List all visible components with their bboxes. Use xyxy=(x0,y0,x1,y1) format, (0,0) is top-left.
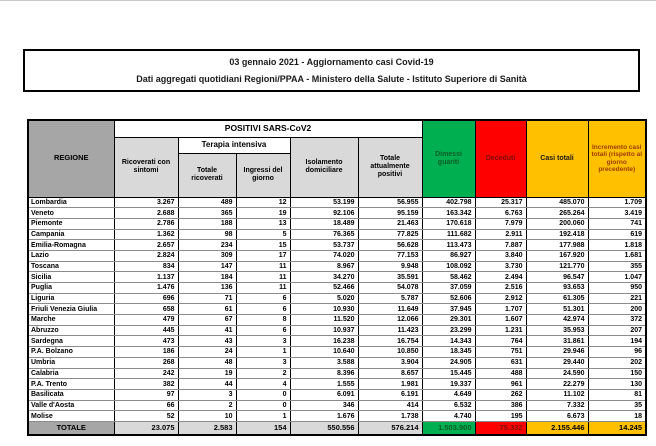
value-cell: 1 xyxy=(236,411,290,422)
value-cell: 163.342 xyxy=(422,208,475,219)
region-cell: Sicilia xyxy=(28,272,114,283)
value-cell: 402.798 xyxy=(422,197,475,208)
value-cell: 5.020 xyxy=(290,293,358,304)
totale-value: 576.214 xyxy=(358,421,422,435)
region-cell: Umbria xyxy=(28,357,114,368)
value-cell: 202 xyxy=(588,357,646,368)
value-cell: 355 xyxy=(588,261,646,272)
header-terapia-intensiva: Terapia intensiva xyxy=(178,137,290,153)
totale-value: 2.583 xyxy=(178,421,236,435)
table-row xyxy=(28,389,646,400)
value-cell: 834 xyxy=(114,261,178,272)
value-cell: 14.343 xyxy=(422,336,475,347)
value-cell: 4.740 xyxy=(422,411,475,422)
region-cell: Friuli Venezia Giulia xyxy=(28,304,114,315)
region-cell: Marche xyxy=(28,315,114,326)
value-cell: 19 xyxy=(236,208,290,219)
table-row xyxy=(28,368,646,379)
value-cell: 961 xyxy=(475,379,526,390)
region-cell: Calabria xyxy=(28,368,114,379)
value-cell: 53.199 xyxy=(290,197,358,208)
value-cell: 696 xyxy=(114,293,178,304)
covid-region-table-wrap xyxy=(27,119,647,436)
value-cell: 2.494 xyxy=(475,272,526,283)
covid-region-table xyxy=(27,119,647,436)
value-cell: 2.912 xyxy=(475,293,526,304)
region-cell: Liguria xyxy=(28,293,114,304)
value-cell: 658 xyxy=(114,304,178,315)
value-cell: 3.419 xyxy=(588,208,646,219)
value-cell: 221 xyxy=(588,293,646,304)
value-cell: 29.301 xyxy=(422,315,475,326)
header-positivi-group: POSITIVI SARS-CoV2 xyxy=(114,120,422,137)
value-cell: 445 xyxy=(114,325,178,336)
value-cell: 950 xyxy=(588,283,646,294)
table-row xyxy=(28,208,646,219)
value-cell: 136 xyxy=(178,283,236,294)
totale-incremento: 14.245 xyxy=(588,421,646,435)
value-cell: 346 xyxy=(290,400,358,411)
value-cell: 6.191 xyxy=(358,389,422,400)
value-cell: 8.657 xyxy=(358,368,422,379)
region-cell: P.A. Trento xyxy=(28,379,114,390)
bulletin-source-subtitle: Dati aggregati quotidiani Regioni/PPAA - Ministero della Salute - Istituto Superiore di Sanità xyxy=(136,73,527,84)
header-totale-attualmente-positivi: Totale attualmente positivi xyxy=(358,137,422,197)
value-cell: 3 xyxy=(236,357,290,368)
totale-row xyxy=(28,421,646,435)
value-cell: 108.092 xyxy=(422,261,475,272)
value-cell: 309 xyxy=(178,250,236,261)
table-row xyxy=(28,240,646,251)
value-cell: 6.532 xyxy=(422,400,475,411)
value-cell: 12.066 xyxy=(358,315,422,326)
value-cell: 414 xyxy=(358,400,422,411)
table-row xyxy=(28,293,646,304)
value-cell: 54.078 xyxy=(358,283,422,294)
region-cell: Abruzzo xyxy=(28,325,114,336)
value-cell: 619 xyxy=(588,229,646,240)
header-ingressi-del-giorno: Ingressi del giorno xyxy=(236,153,290,197)
region-cell: Emilia-Romagna xyxy=(28,240,114,251)
value-cell: 2.516 xyxy=(475,283,526,294)
region-cell: Campania xyxy=(28,229,114,240)
value-cell: 61 xyxy=(178,304,236,315)
value-cell: 192.418 xyxy=(526,229,588,240)
table-row xyxy=(28,357,646,368)
value-cell: 76.365 xyxy=(290,229,358,240)
value-cell: 3 xyxy=(236,336,290,347)
value-cell: 15 xyxy=(236,240,290,251)
value-cell: 8.396 xyxy=(290,368,358,379)
region-cell: Valle d'Aosta xyxy=(28,400,114,411)
table-row xyxy=(28,325,646,336)
value-cell: 1.137 xyxy=(114,272,178,283)
table-row xyxy=(28,379,646,390)
value-cell: 56.955 xyxy=(358,197,422,208)
value-cell: 11 xyxy=(236,272,290,283)
value-cell: 16.754 xyxy=(358,336,422,347)
value-cell: 24.590 xyxy=(526,368,588,379)
value-cell: 6 xyxy=(236,293,290,304)
value-cell: 1 xyxy=(236,347,290,358)
value-cell: 111.682 xyxy=(422,229,475,240)
value-cell: 242 xyxy=(114,368,178,379)
table-header xyxy=(28,120,646,197)
value-cell: 147 xyxy=(178,261,236,272)
value-cell: 1.607 xyxy=(475,315,526,326)
value-cell: 7.887 xyxy=(475,240,526,251)
value-cell: 15.445 xyxy=(422,368,475,379)
value-cell: 1.981 xyxy=(358,379,422,390)
value-cell: 24.905 xyxy=(422,357,475,368)
value-cell: 43 xyxy=(178,336,236,347)
value-cell: 1.555 xyxy=(290,379,358,390)
value-cell: 18.345 xyxy=(422,347,475,358)
value-cell: 6.673 xyxy=(526,411,588,422)
value-cell: 98 xyxy=(178,229,236,240)
value-cell: 751 xyxy=(475,347,526,358)
page-top-divider xyxy=(0,0,656,1)
value-cell: 150 xyxy=(588,368,646,379)
value-cell: 5.787 xyxy=(358,293,422,304)
value-cell: 61.305 xyxy=(526,293,588,304)
region-cell: Lazio xyxy=(28,250,114,261)
value-cell: 764 xyxy=(475,336,526,347)
region-cell: Basilicata xyxy=(28,389,114,400)
value-cell: 3.730 xyxy=(475,261,526,272)
value-cell: 97 xyxy=(114,389,178,400)
value-cell: 18.489 xyxy=(290,218,358,229)
value-cell: 10 xyxy=(178,411,236,422)
value-cell: 2 xyxy=(236,368,290,379)
value-cell: 200 xyxy=(588,304,646,315)
value-cell: 10.930 xyxy=(290,304,358,315)
totale-value: 154 xyxy=(236,421,290,435)
table-row xyxy=(28,347,646,358)
region-cell: Molise xyxy=(28,411,114,422)
value-cell: 1.818 xyxy=(588,240,646,251)
value-cell: 7.979 xyxy=(475,218,526,229)
value-cell: 1.707 xyxy=(475,304,526,315)
value-cell: 48 xyxy=(178,357,236,368)
header-ricoverati-con-sintomi: Ricoverati con sintomi xyxy=(114,137,178,197)
value-cell: 11.423 xyxy=(358,325,422,336)
value-cell: 1.676 xyxy=(290,411,358,422)
value-cell: 16.238 xyxy=(290,336,358,347)
totale-dimessi-guariti: 1.503.900 xyxy=(422,421,475,435)
value-cell: 74.020 xyxy=(290,250,358,261)
value-cell: 96.547 xyxy=(526,272,588,283)
value-cell: 6 xyxy=(236,325,290,336)
value-cell: 2 xyxy=(178,400,236,411)
value-cell: 11 xyxy=(236,283,290,294)
value-cell: 1.681 xyxy=(588,250,646,261)
table-row xyxy=(28,250,646,261)
value-cell: 35 xyxy=(588,400,646,411)
value-cell: 9.948 xyxy=(358,261,422,272)
value-cell: 8 xyxy=(236,315,290,326)
value-cell: 10.937 xyxy=(290,325,358,336)
value-cell: 631 xyxy=(475,357,526,368)
totale-value: 23.075 xyxy=(114,421,178,435)
value-cell: 24 xyxy=(178,347,236,358)
table-row xyxy=(28,197,646,208)
value-cell: 5 xyxy=(236,229,290,240)
value-cell: 2.911 xyxy=(475,229,526,240)
value-cell: 1.476 xyxy=(114,283,178,294)
value-cell: 71 xyxy=(178,293,236,304)
value-cell: 372 xyxy=(588,315,646,326)
value-cell: 11 xyxy=(236,261,290,272)
value-cell: 18 xyxy=(588,411,646,422)
value-cell: 37.945 xyxy=(422,304,475,315)
value-cell: 53.737 xyxy=(290,240,358,251)
value-cell: 41 xyxy=(178,325,236,336)
value-cell: 8.967 xyxy=(290,261,358,272)
value-cell: 194 xyxy=(588,336,646,347)
value-cell: 52 xyxy=(114,411,178,422)
value-cell: 186 xyxy=(114,347,178,358)
header-dimessi-guariti: Dimessi guariti xyxy=(422,120,475,197)
value-cell: 489 xyxy=(178,197,236,208)
value-cell: 265.264 xyxy=(526,208,588,219)
value-cell: 23.299 xyxy=(422,325,475,336)
value-cell: 3.588 xyxy=(290,357,358,368)
value-cell: 19 xyxy=(178,368,236,379)
value-cell: 2.824 xyxy=(114,250,178,261)
value-cell: 11.520 xyxy=(290,315,358,326)
totale-label: TOTALE xyxy=(28,421,114,435)
value-cell: 170.618 xyxy=(422,218,475,229)
totale-deceduti: 75.332 xyxy=(475,421,526,435)
value-cell: 2.657 xyxy=(114,240,178,251)
table-row xyxy=(28,229,646,240)
table-body xyxy=(28,197,646,421)
region-cell: Toscana xyxy=(28,261,114,272)
value-cell: 0 xyxy=(236,400,290,411)
table-row xyxy=(28,304,646,315)
value-cell: 17 xyxy=(236,250,290,261)
value-cell: 6 xyxy=(236,304,290,315)
value-cell: 35.591 xyxy=(358,272,422,283)
value-cell: 95.159 xyxy=(358,208,422,219)
region-cell: Piemonte xyxy=(28,218,114,229)
region-cell: Lombardia xyxy=(28,197,114,208)
value-cell: 3 xyxy=(178,389,236,400)
value-cell: 3.267 xyxy=(114,197,178,208)
value-cell: 12 xyxy=(236,197,290,208)
table-row xyxy=(28,218,646,229)
value-cell: 1.231 xyxy=(475,325,526,336)
value-cell: 93.653 xyxy=(526,283,588,294)
value-cell: 58.462 xyxy=(422,272,475,283)
region-cell: Veneto xyxy=(28,208,114,219)
totale-value: 550.556 xyxy=(290,421,358,435)
title-box xyxy=(23,49,640,92)
table-row xyxy=(28,272,646,283)
value-cell: 44 xyxy=(178,379,236,390)
value-cell: 113.473 xyxy=(422,240,475,251)
region-cell: Sardegna xyxy=(28,336,114,347)
header-totale-ricoverati: Totale ricoverati xyxy=(178,153,236,197)
region-cell: Puglia xyxy=(28,283,114,294)
totale-casi-totali: 2.155.446 xyxy=(526,421,588,435)
value-cell: 195 xyxy=(475,411,526,422)
table-row xyxy=(28,336,646,347)
value-cell: 29.946 xyxy=(526,347,588,358)
value-cell: 473 xyxy=(114,336,178,347)
value-cell: 13 xyxy=(236,218,290,229)
value-cell: 6.763 xyxy=(475,208,526,219)
value-cell: 7.332 xyxy=(526,400,588,411)
value-cell: 386 xyxy=(475,400,526,411)
table-row xyxy=(28,315,646,326)
value-cell: 6.091 xyxy=(290,389,358,400)
value-cell: 184 xyxy=(178,272,236,283)
value-cell: 188 xyxy=(178,218,236,229)
header-incremento-casi: Incremento casi totali (rispetto al giorno precedente) xyxy=(588,120,646,197)
value-cell: 37.059 xyxy=(422,283,475,294)
region-cell: P.A. Bolzano xyxy=(28,347,114,358)
value-cell: 207 xyxy=(588,325,646,336)
value-cell: 479 xyxy=(114,315,178,326)
value-cell: 0 xyxy=(236,389,290,400)
header-deceduti: Deceduti xyxy=(475,120,526,197)
value-cell: 10.850 xyxy=(358,347,422,358)
value-cell: 35.953 xyxy=(526,325,588,336)
value-cell: 56.628 xyxy=(358,240,422,251)
table-row xyxy=(28,261,646,272)
value-cell: 365 xyxy=(178,208,236,219)
value-cell: 77.153 xyxy=(358,250,422,261)
value-cell: 51.301 xyxy=(526,304,588,315)
value-cell: 92.106 xyxy=(290,208,358,219)
value-cell: 382 xyxy=(114,379,178,390)
value-cell: 262 xyxy=(475,389,526,400)
value-cell: 177.988 xyxy=(526,240,588,251)
table-row xyxy=(28,411,646,422)
value-cell: 1.709 xyxy=(588,197,646,208)
value-cell: 4 xyxy=(236,379,290,390)
value-cell: 52.606 xyxy=(422,293,475,304)
value-cell: 121.770 xyxy=(526,261,588,272)
value-cell: 81 xyxy=(588,389,646,400)
table-footer xyxy=(28,421,646,435)
value-cell: 66 xyxy=(114,400,178,411)
value-cell: 3.904 xyxy=(358,357,422,368)
header-casi-totali: Casi totali xyxy=(526,120,588,197)
header-isolamento-domiciliare: Isolamento domiciliare xyxy=(290,137,358,197)
bulletin-date-title: 03 gennaio 2021 - Aggiornamento casi Covid-19 xyxy=(229,57,434,68)
value-cell: 22.279 xyxy=(526,379,588,390)
value-cell: 11.649 xyxy=(358,304,422,315)
value-cell: 2.688 xyxy=(114,208,178,219)
header-regione: REGIONE xyxy=(28,120,114,197)
value-cell: 29.440 xyxy=(526,357,588,368)
value-cell: 77.825 xyxy=(358,229,422,240)
value-cell: 31.861 xyxy=(526,336,588,347)
value-cell: 34.270 xyxy=(290,272,358,283)
value-cell: 96 xyxy=(588,347,646,358)
value-cell: 10.640 xyxy=(290,347,358,358)
value-cell: 1.047 xyxy=(588,272,646,283)
value-cell: 488 xyxy=(475,368,526,379)
value-cell: 4.649 xyxy=(422,389,475,400)
value-cell: 130 xyxy=(588,379,646,390)
table-row xyxy=(28,283,646,294)
value-cell: 200.060 xyxy=(526,218,588,229)
value-cell: 741 xyxy=(588,218,646,229)
value-cell: 3.840 xyxy=(475,250,526,261)
value-cell: 52.466 xyxy=(290,283,358,294)
value-cell: 2.786 xyxy=(114,218,178,229)
value-cell: 25.317 xyxy=(475,197,526,208)
value-cell: 19.337 xyxy=(422,379,475,390)
value-cell: 21.463 xyxy=(358,218,422,229)
table-row xyxy=(28,400,646,411)
value-cell: 268 xyxy=(114,357,178,368)
value-cell: 1.362 xyxy=(114,229,178,240)
value-cell: 234 xyxy=(178,240,236,251)
value-cell: 86.927 xyxy=(422,250,475,261)
value-cell: 11.102 xyxy=(526,389,588,400)
value-cell: 42.974 xyxy=(526,315,588,326)
value-cell: 485.070 xyxy=(526,197,588,208)
value-cell: 167.920 xyxy=(526,250,588,261)
value-cell: 1.738 xyxy=(358,411,422,422)
value-cell: 67 xyxy=(178,315,236,326)
